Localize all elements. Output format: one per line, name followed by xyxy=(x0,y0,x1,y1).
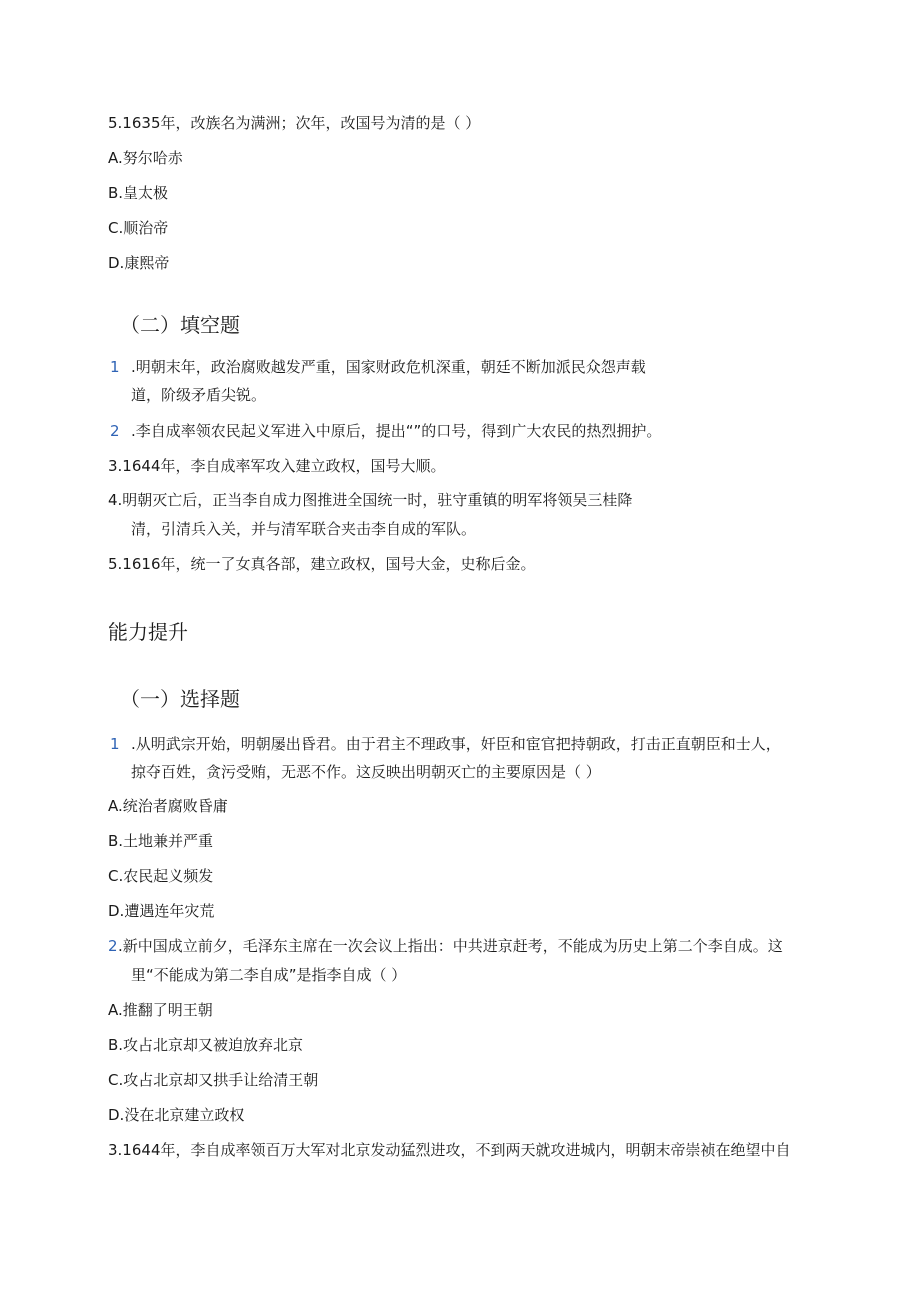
option-a: A.努尔哈赤 xyxy=(108,149,183,167)
fill-q1-line2: 道，阶级矛盾尖锐。 xyxy=(131,386,267,404)
option-d: D.康熙帝 xyxy=(108,254,170,272)
ability-title: 能力提升 xyxy=(108,620,188,644)
option-d: D.遭遇连年灾荒 xyxy=(108,902,215,920)
question-number: 1 xyxy=(110,735,120,753)
question-number: 2 xyxy=(108,937,118,955)
option-c: C.顺治帝 xyxy=(108,219,169,237)
option-c: C.农民起义频发 xyxy=(108,867,214,885)
fill-q2-line1: .李自成率领农民起义军进入中原后，提出“”的口号，得到广大农民的热烈拥护。 xyxy=(131,422,662,440)
choice-q2-line2: 里“不能成为第二李自成”是指李自成（ ） xyxy=(131,966,407,984)
option-b: B.土地兼并严重 xyxy=(108,832,214,850)
choice-q1-line2: 掠夺百姓，贪污受贿，无恶不作。这反映出明朝灭亡的主要原因是（ ） xyxy=(131,763,601,781)
fill-section-title: （二）填空题 xyxy=(120,313,240,337)
option-b: B.攻占北京却又被迫放弃北京 xyxy=(108,1036,304,1054)
fill-q3: 3.1644年，李自成率军攻入建立政权，国号大顺。 xyxy=(108,457,446,475)
fill-q1-line1: .明朝末年，政治腐败越发严重，国家财政危机深重，朝廷不断加派民众怨声载 xyxy=(131,358,646,376)
option-d: D.没在北京建立政权 xyxy=(108,1106,245,1124)
fill-q5: 5.1616年，统一了女真各部，建立政权，国号大金，史称后金。 xyxy=(108,555,536,573)
question-number: 1 xyxy=(110,358,120,376)
option-a: A.推翻了明王朝 xyxy=(108,1001,213,1019)
choice-q3-line1: 3.1644年，李自成率领百万大军对北京发动猛烈进攻，不到两天就攻进城内，明朝末帝崇祯在绝望中自 xyxy=(108,1141,791,1159)
choice-q1-line1: .从明武宗开始，明朝屡出昏君。由于君主不理政事，奸臣和宦官把持朝政，打击正直朝臣和士人， xyxy=(131,735,781,753)
option-a: A.统治者腐败昏庸 xyxy=(108,797,228,815)
choice-q2-line1: .新中国成立前夕，毛泽东主席在一次会议上指出：中共进京赶考，不能成为历史上第二个李自成。这 xyxy=(118,937,783,955)
question-number: 2 xyxy=(110,422,120,440)
fill-q4-line2: 清，引清兵入关，并与清军联合夹击李自成的军队。 xyxy=(131,520,477,538)
option-b: B.皇太极 xyxy=(108,184,169,202)
option-c: C.攻占北京却又拱手让给清王朝 xyxy=(108,1071,319,1089)
fill-q4-line1: 4.明朝灭亡后，正当李自成力图推进全国统一时，驻守重镇的明军将领吴三桂降 xyxy=(108,491,633,509)
choice-section-title: （一）选择题 xyxy=(120,687,240,711)
question-stem: 5.1635年，改族名为满洲；次年，改国号为清的是（ ） xyxy=(108,114,481,132)
